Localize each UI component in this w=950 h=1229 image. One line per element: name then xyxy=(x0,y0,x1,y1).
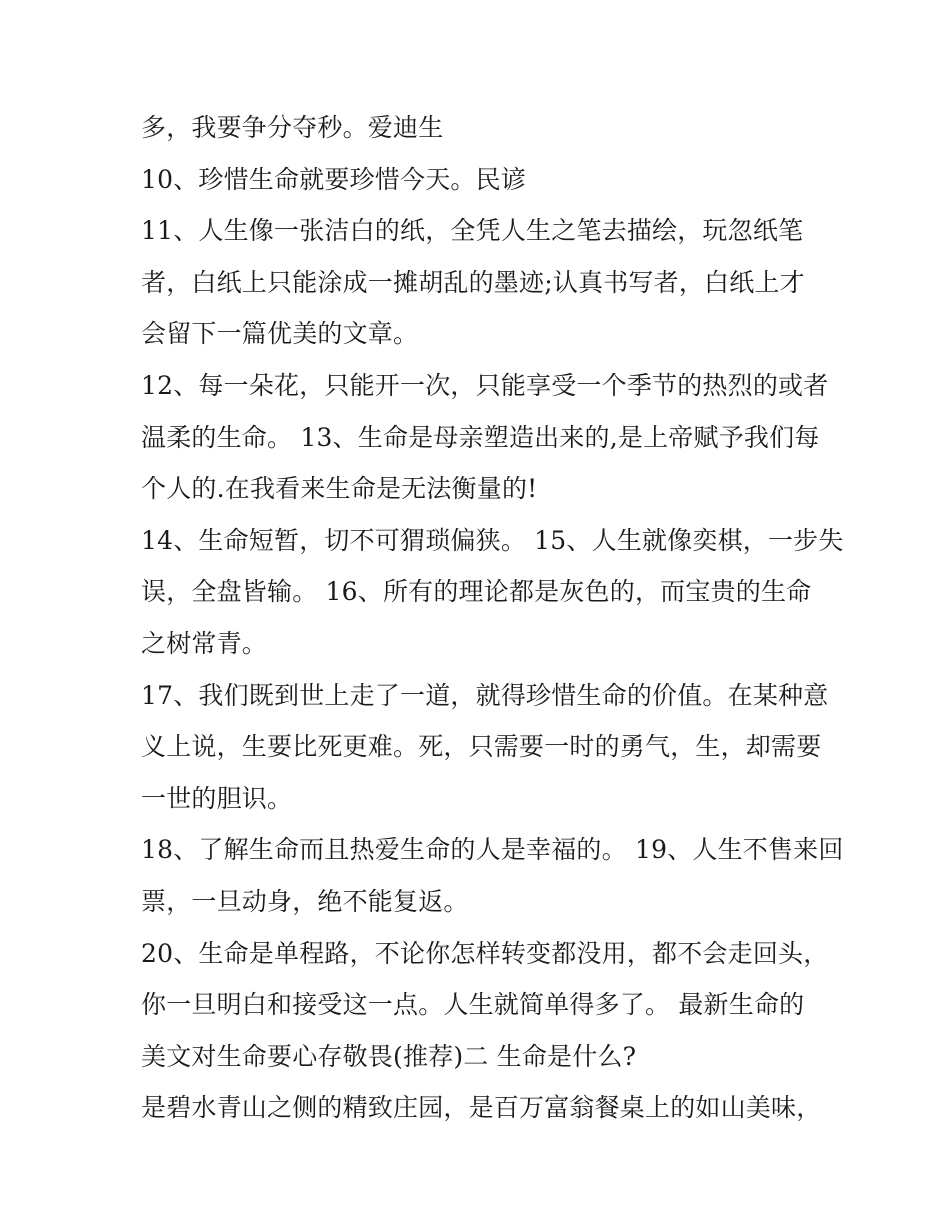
text-line: 12、每一朵花，只能开一次，只能享受一个季节的热烈的或者 xyxy=(141,370,829,400)
text-line: 会留下一篇优美的文章。 xyxy=(141,319,419,349)
text-line: 10、珍惜生命就要珍惜今天。民谚 xyxy=(141,164,527,194)
text-line: 14、生命短暂，切不可猬琐偏狭。 15、人生就像奕棋，一步失 xyxy=(141,525,844,555)
text-line: 美文对生命要心存敬畏(推荐)二 生命是什么? xyxy=(141,1041,637,1071)
text-line: 你一旦明白和接受这一点。人生就简单得多了。 最新生命的 xyxy=(141,990,805,1020)
text-line: 一世的胆识。 xyxy=(141,783,293,813)
text-line: 18、了解生命而且热爱生命的人是幸福的。 19、人生不售来回 xyxy=(141,835,844,865)
text-line: 义上说，生要比死更难。死，只需要一时的勇气，生，却需要 xyxy=(141,732,822,762)
text-line: 是碧水青山之侧的精致庄园，是百万富翁餐桌上的如山美味， xyxy=(141,1093,822,1123)
text-line: 温柔的生命。 13、生命是母亲塑造出来的,是上帝赋予我们每 xyxy=(141,422,820,452)
text-line: 者，白纸上只能涂成一摊胡乱的墨迹;认真书写者，白纸上才 xyxy=(141,267,805,297)
text-line: 11、人生像一张洁白的纸，全凭人生之笔去描绘，玩忽纸笔 xyxy=(141,216,804,246)
document-body xyxy=(141,102,844,1134)
text-line: 之树常青。 xyxy=(141,628,268,658)
text-line: 20、生命是单程路，不论你怎样转变都没用，都不会走回头， xyxy=(141,938,829,968)
text-line: 个人的.在我看来生命是无法衡量的! xyxy=(141,474,538,504)
text-line: 误，全盘皆输。 16、所有的理论都是灰色的，而宝贵的生命 xyxy=(141,577,812,607)
text-line: 票，一旦动身，绝不能复返。 xyxy=(141,886,469,916)
text-line: 17、我们既到世上走了一道，就得珍惜生命的价值。在某种意 xyxy=(141,680,829,710)
text-line: 多，我要争分夺秒。爱迪生 xyxy=(141,113,444,142)
